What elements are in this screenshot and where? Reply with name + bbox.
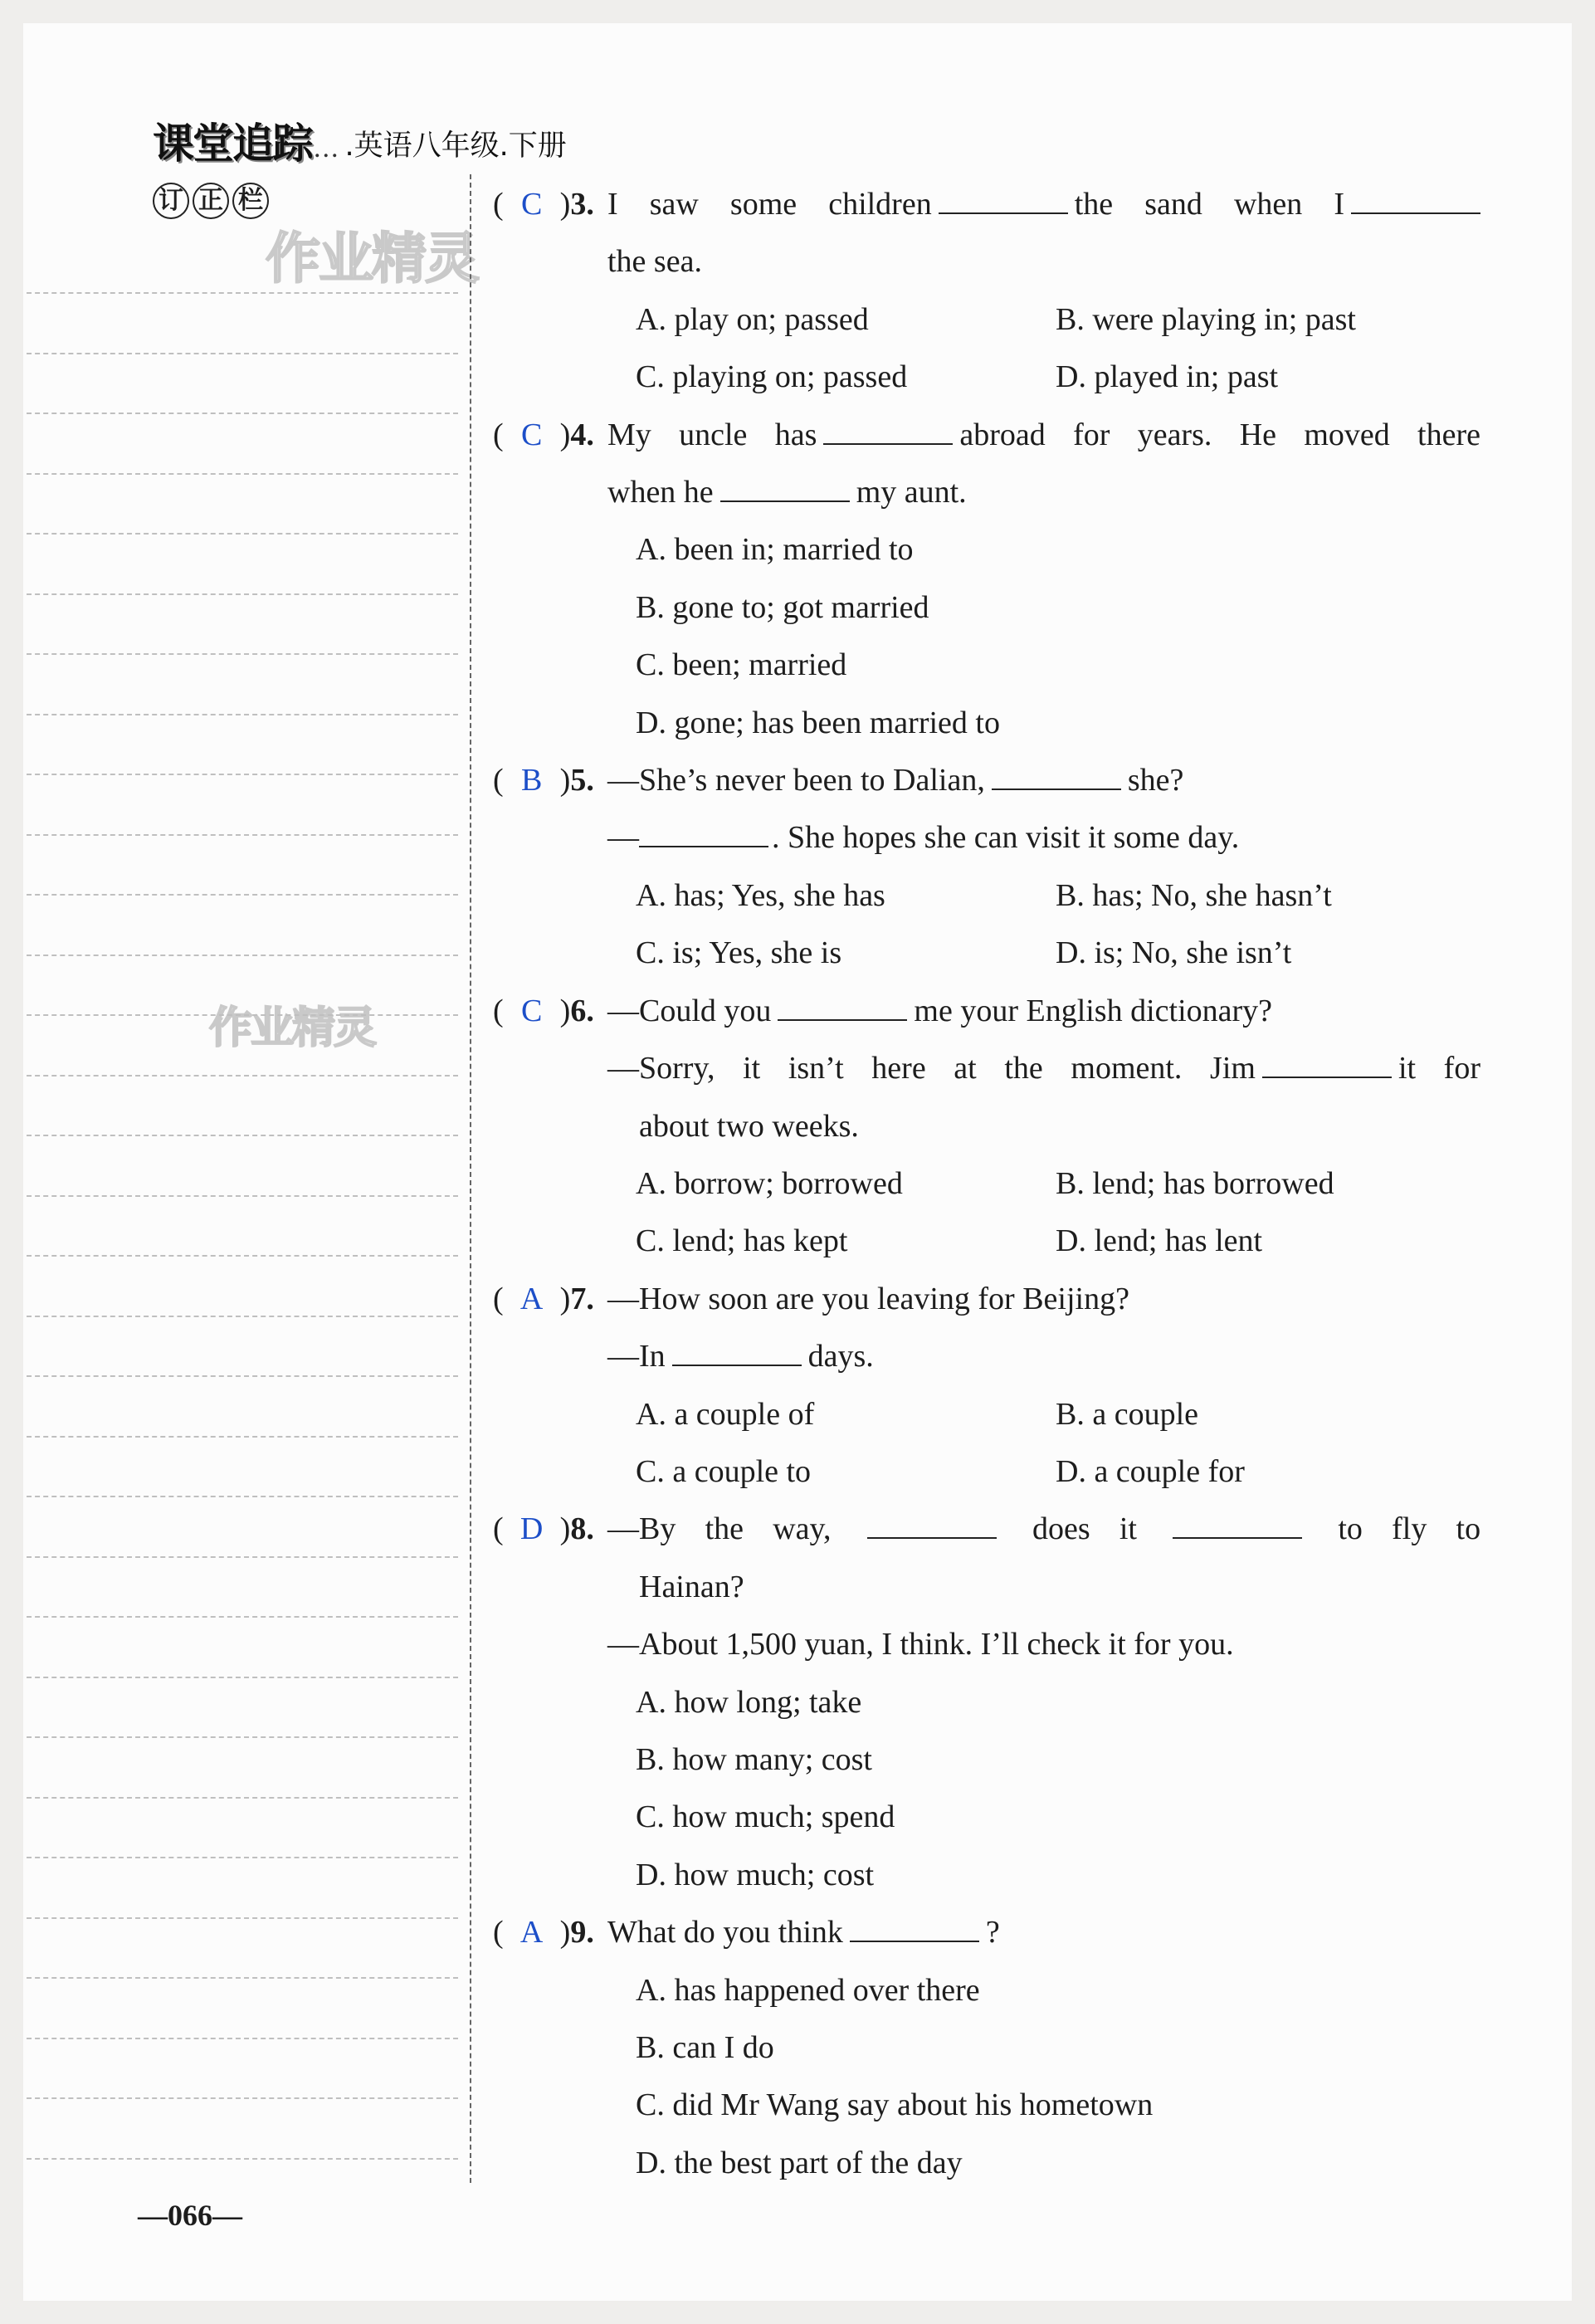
question-list bbox=[493, 176, 1480, 2192]
stem-text: days. bbox=[807, 1339, 874, 1374]
correction-line bbox=[27, 353, 458, 354]
page-header bbox=[153, 106, 567, 168]
question-5 bbox=[493, 752, 1480, 867]
question-stem bbox=[607, 407, 1480, 522]
stem-text: when he bbox=[607, 475, 714, 510]
answer-bracket: ( C )3. bbox=[493, 176, 607, 291]
option[interactable]: B. gone to; got married bbox=[636, 589, 929, 625]
option[interactable]: A. borrow; borrowed bbox=[636, 1165, 903, 1201]
stem-text: fly bbox=[1392, 1511, 1427, 1547]
answer-blank bbox=[778, 994, 907, 1021]
option[interactable]: B. were playing in; past bbox=[1056, 301, 1356, 337]
option[interactable]: D. is; No, she isn’t bbox=[1056, 935, 1292, 971]
option[interactable]: C. playing on; passed bbox=[636, 359, 908, 395]
question-stem bbox=[607, 1904, 1480, 1961]
answer-letter[interactable]: A bbox=[519, 1915, 544, 1950]
series-logo: 课堂追踪 bbox=[153, 120, 312, 168]
answer-blank bbox=[672, 1340, 802, 1366]
answer-letter[interactable]: A bbox=[519, 1281, 544, 1316]
stem-text: my aunt. bbox=[856, 475, 967, 510]
correction-char: 正 bbox=[193, 183, 229, 219]
correction-line bbox=[27, 714, 458, 715]
question-7 bbox=[493, 1271, 1480, 1386]
option[interactable]: A. has happened over there bbox=[636, 1972, 980, 2008]
option[interactable]: A. play on; passed bbox=[636, 301, 869, 337]
question-stem bbox=[607, 752, 1480, 867]
page-number: —066— bbox=[138, 2199, 242, 2232]
answer-letter[interactable]: D bbox=[519, 1511, 544, 1547]
correction-line bbox=[27, 473, 458, 475]
correction-line bbox=[27, 653, 458, 655]
stem-text: —How soon are you leaving for Beijing? bbox=[607, 1281, 1129, 1316]
correction-line bbox=[27, 1014, 458, 1016]
question-8 bbox=[493, 1501, 1480, 1673]
answer-letter[interactable]: C bbox=[520, 187, 543, 222]
question-3 bbox=[493, 176, 1480, 291]
book-subtitle: .英语八年级.下册 bbox=[344, 129, 567, 163]
question-number: 4. bbox=[570, 417, 594, 452]
correction-line bbox=[27, 1677, 458, 1678]
option[interactable]: C. is; Yes, she is bbox=[636, 935, 842, 971]
options bbox=[493, 1386, 1480, 1501]
correction-line bbox=[27, 292, 458, 294]
stem-text: way, bbox=[773, 1511, 832, 1547]
stem-text: the sea. bbox=[607, 244, 702, 280]
question-number: 7. bbox=[570, 1281, 594, 1316]
correction-line bbox=[27, 1556, 458, 1558]
question-number: 9. bbox=[570, 1915, 594, 1950]
correction-line bbox=[27, 1255, 458, 1257]
question-4 bbox=[493, 407, 1480, 522]
option[interactable]: B. how many; cost bbox=[636, 1741, 872, 1777]
answer-blank bbox=[639, 821, 768, 847]
stem-text: My uncle has bbox=[607, 417, 817, 452]
correction-line bbox=[27, 1135, 458, 1136]
stem-text: me your English dictionary? bbox=[914, 993, 1273, 1028]
options bbox=[493, 867, 1480, 983]
stem-text: — bbox=[607, 820, 639, 856]
question-stem bbox=[607, 176, 1480, 291]
answer-blank bbox=[720, 476, 850, 502]
watermark: 作业精灵 bbox=[209, 1003, 376, 1053]
correction-line bbox=[27, 834, 458, 836]
question-stem bbox=[607, 1271, 1480, 1386]
answer-blank bbox=[992, 764, 1121, 790]
stem-text: it bbox=[1119, 1511, 1137, 1547]
stem-text: What do you think bbox=[607, 1915, 843, 1950]
answer-blank bbox=[1262, 1052, 1392, 1078]
correction-line bbox=[27, 1316, 458, 1317]
answer-bracket: ( C )6. bbox=[493, 983, 607, 1155]
stem-text: —By bbox=[607, 1511, 676, 1547]
answer-bracket: ( D )8. bbox=[493, 1501, 607, 1673]
stem-text: to bbox=[1338, 1511, 1363, 1547]
option[interactable]: B. can I do bbox=[636, 2030, 774, 2065]
column-divider bbox=[470, 174, 471, 2183]
option[interactable]: D. the best part of the day bbox=[636, 2145, 963, 2180]
option[interactable]: B. a couple bbox=[1056, 1396, 1199, 1432]
stem-text: does bbox=[1032, 1511, 1090, 1547]
correction-line bbox=[27, 954, 458, 956]
answer-bracket: ( A )7. bbox=[493, 1271, 607, 1386]
correction-line bbox=[27, 533, 458, 535]
correction-line bbox=[27, 1616, 458, 1618]
option[interactable]: A. a couple of bbox=[636, 1396, 815, 1432]
option[interactable]: B. lend; has borrowed bbox=[1056, 1165, 1334, 1201]
correction-line bbox=[27, 593, 458, 595]
correction-line bbox=[27, 1496, 458, 1497]
options bbox=[493, 521, 1480, 752]
watermark: 作业精灵 bbox=[266, 227, 478, 290]
option[interactable]: D. how much; cost bbox=[636, 1857, 875, 1892]
correction-line bbox=[27, 1075, 458, 1077]
question-number: 6. bbox=[570, 993, 594, 1028]
correction-line bbox=[27, 1436, 458, 1438]
option[interactable]: D. gone; has been married to bbox=[636, 705, 1000, 740]
question-number: 5. bbox=[570, 763, 594, 798]
option[interactable]: A. been in; married to bbox=[636, 532, 914, 568]
correction-line bbox=[27, 1857, 458, 1858]
option[interactable]: C. did Mr Wang say about his hometown bbox=[636, 2087, 1154, 2123]
correction-char: 栏 bbox=[232, 183, 269, 219]
correction-line bbox=[27, 2097, 458, 2099]
option[interactable]: C. how much; spend bbox=[636, 1799, 895, 1835]
stem-text: —In bbox=[607, 1339, 666, 1374]
correction-column-title bbox=[153, 183, 269, 219]
answer-blank bbox=[867, 1512, 997, 1539]
correction-char: 订 bbox=[153, 183, 189, 219]
stem-text: —She’s never been to Dalian, bbox=[607, 763, 985, 798]
options bbox=[493, 1155, 1480, 1271]
question-number: 8. bbox=[570, 1511, 594, 1547]
option[interactable]: C. lend; has kept bbox=[636, 1223, 848, 1259]
options bbox=[493, 291, 1480, 407]
correction-line bbox=[27, 774, 458, 775]
correction-line bbox=[27, 1797, 458, 1799]
stem-text: —Could you bbox=[607, 993, 772, 1028]
answer-blank bbox=[1173, 1512, 1302, 1539]
question-6 bbox=[493, 983, 1480, 1155]
option[interactable]: D. played in; past bbox=[1056, 359, 1279, 395]
stem-text: I saw some children bbox=[607, 187, 932, 222]
stem-text: the sand when I bbox=[1074, 187, 1345, 222]
option[interactable]: D. lend; has lent bbox=[1056, 1223, 1263, 1259]
stem-text: to bbox=[1456, 1511, 1481, 1547]
question-number: 3. bbox=[570, 187, 594, 222]
question-stem bbox=[607, 1501, 1480, 1673]
option[interactable]: C. a couple to bbox=[636, 1453, 812, 1489]
correction-line bbox=[27, 413, 458, 414]
correction-line bbox=[27, 1736, 458, 1738]
options bbox=[493, 1674, 1480, 1905]
stem-text: about two weeks. bbox=[639, 1108, 859, 1144]
stem-text: Hainan? bbox=[639, 1569, 744, 1604]
option[interactable]: D. a couple for bbox=[1056, 1453, 1245, 1489]
stem-text: it for bbox=[1397, 1051, 1480, 1086]
stem-text: the bbox=[705, 1511, 744, 1547]
stem-text: —Sorry, it isn’t here at the moment. Jim bbox=[607, 1051, 1256, 1086]
option[interactable]: A. has; Yes, she has bbox=[636, 877, 885, 913]
options bbox=[493, 1962, 1480, 2193]
correction-line bbox=[27, 1195, 458, 1197]
answer-blank bbox=[823, 418, 953, 445]
correction-line bbox=[27, 1977, 458, 1979]
stem-text: abroad for years. He moved there bbox=[959, 417, 1481, 452]
stem-text: she? bbox=[1127, 763, 1184, 798]
answer-blank bbox=[939, 188, 1068, 214]
correction-line bbox=[27, 1917, 458, 1919]
answer-blank bbox=[1351, 188, 1480, 214]
logo-dots: ... bbox=[314, 133, 340, 164]
stem-text: . She hopes she can visit it some day. bbox=[772, 820, 1240, 856]
option[interactable]: C. been; married bbox=[636, 647, 847, 683]
correction-line bbox=[27, 2038, 458, 2039]
correction-line bbox=[27, 894, 458, 896]
answer-bracket: ( B )5. bbox=[493, 752, 607, 867]
option[interactable]: B. has; No, she hasn’t bbox=[1056, 877, 1332, 913]
question-stem bbox=[607, 983, 1480, 1155]
question-9 bbox=[493, 1904, 1480, 1961]
stem-text: —About 1,500 yuan, I think. I’ll check it for you. bbox=[607, 1627, 1234, 1662]
correction-line bbox=[27, 2158, 458, 2160]
answer-blank bbox=[850, 1916, 979, 1942]
answer-bracket: ( A )9. bbox=[493, 1904, 607, 1961]
correction-line bbox=[27, 1375, 458, 1377]
option[interactable]: A. how long; take bbox=[636, 1684, 862, 1720]
answer-bracket: ( C )4. bbox=[493, 407, 607, 522]
stem-text: ? bbox=[985, 1915, 1000, 1950]
answer-letter[interactable]: C bbox=[520, 417, 543, 452]
answer-letter[interactable]: C bbox=[520, 993, 543, 1028]
answer-letter[interactable]: B bbox=[520, 763, 543, 798]
